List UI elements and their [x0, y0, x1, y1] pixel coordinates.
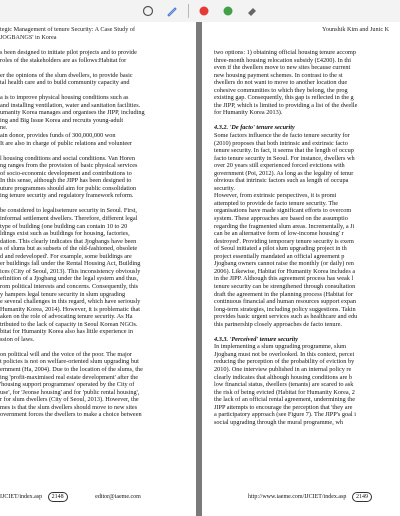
text-line: d and redeveloped'. For example, some buildings are — [0, 252, 132, 260]
text-line — [0, 87, 186, 95]
text-line: the JIPP, which is limited to providing a list of the dwelle — [214, 101, 358, 109]
text-line: umanity Korea manages and organises the JIPP, including — [0, 109, 145, 117]
page-body-text — [0, 49, 186, 419]
text-line: social upgrading through the mural programme, wh — [214, 418, 343, 426]
text-line: the risk of being evicted (Habitat for Humanity Korea, 2 — [214, 388, 355, 396]
highlighter-icon — [166, 5, 178, 17]
text-line: destroyed'. Providing temporary tenure security is exem — [214, 237, 354, 245]
eraser-tool-button[interactable] — [244, 3, 260, 19]
circle-tool-button[interactable] — [140, 3, 156, 19]
text-line: 4.3.2. 'De facto' tenure security — [214, 124, 295, 132]
text-line: ing and Big Issue Korea and recruits young-adult — [0, 116, 124, 124]
text-line: attempted to provide de facto tenure security. The — [214, 199, 339, 207]
text-line: l housing conditions and social conditions. Van Horen — [0, 154, 135, 162]
text-line: can be an alternative form of low-income housing' r — [214, 230, 344, 238]
text-line: dwellers do not want to move to another location due — [214, 79, 348, 87]
page-2148 — [0, 22, 196, 516]
text-line: bitat for Humanity Korea also has little experience in — [0, 328, 133, 336]
text-line: this partnership closely approaches de facto tenure. — [214, 320, 342, 328]
text-line: ain donor, provides funds of 300,000,000 won — [0, 132, 116, 140]
text-line: long-term strategies, including policy suggestions. Takin — [214, 305, 356, 313]
text-line: a is to improve physical housing conditions such as — [0, 94, 129, 102]
page-footer-right — [248, 492, 372, 502]
text-line: 4.3.3. 'Perceived' tenure security — [214, 335, 299, 343]
text-line: ernment (Ha, 2004). Due to the location of the slums, the — [0, 365, 143, 373]
running-head-line: tegic Management of tenure Security: A Case Study of — [0, 26, 136, 33]
text-line: type of building (one building can contain 10 to 20 — [0, 222, 128, 230]
text-line: security. — [214, 184, 235, 192]
toolbar-button-group — [140, 1, 260, 21]
text-line: 2010). One interview published in an internal policy re — [214, 365, 352, 373]
eraser-icon — [246, 5, 258, 17]
footer-journal-url[interactable]: IJCIET/index.asp — [0, 494, 43, 500]
text-line: draft the agreement in the planning process (Habitat for — [214, 290, 353, 298]
text-line: new housing payment schemes. In contrast to the st — [214, 71, 343, 79]
text-line — [214, 117, 400, 125]
text-line: (2010) proposes that both intrinsic and extrinsic facto — [214, 139, 348, 147]
text-line: regarding the fragmented slum areas. Incrementally, a Ji — [214, 222, 355, 230]
text-line: aken on the role of advocating tenure security. As Ha — [0, 313, 133, 321]
text-line: cohesive communities to which they belong, the prog — [214, 86, 348, 94]
text-line: tenure security can be strengthened through consultation — [214, 282, 356, 290]
text-line: tal health care and to build community capacity and — [0, 79, 130, 87]
text-line: rom political interests and concerns. Consequently, this — [0, 282, 139, 290]
text-line: uture programmes should aim for public consolidation — [0, 184, 137, 192]
text-line: ices (City of Seoul, 2013). This inconsistency obviously — [0, 267, 141, 275]
text-line: s of slums but as subsets of the old-fashioned, obsolete — [0, 245, 138, 253]
text-line: informal settlement dwellers. Therefore, different legal — [0, 215, 138, 223]
text-line: e several challenges in this regard, which have seriously — [0, 298, 141, 306]
text-line: 'housing support programmes' operated by the City of — [0, 381, 135, 389]
page-body-text — [214, 49, 400, 426]
text-line: overnment forces the dwellers to make a choice between — [0, 411, 142, 419]
text-line — [0, 147, 186, 155]
text-line: JIPP attempts to encourage the perception that 'they are — [214, 403, 353, 411]
page-2149 — [202, 22, 400, 516]
text-line: ng ranges from the provision of basic physical services — [0, 162, 138, 170]
text-line: provides basic urgent services such as healthcare and edu — [214, 313, 358, 321]
text-line: use', for 'Jeonse housing' and for 'public rental housing', — [0, 388, 140, 396]
text-line: be considered to legalisetenure security in Seoul. First, — [0, 207, 137, 215]
text-line: r for slum dwellers (City of Seoul, 2013). However, the — [0, 396, 139, 404]
text-line: facto tenure security in Seoul. For instance, dwellers wh — [214, 154, 355, 162]
document-viewer[interactable] — [0, 22, 400, 516]
text-line: in the JIPP. Although this agreement process has weak l — [214, 275, 354, 283]
annotation-toolbar — [0, 0, 400, 23]
text-line: on political will and the voice of the poor. The major — [0, 350, 132, 358]
page-footer-left — [0, 492, 141, 502]
text-line: tributed to the lack of capacity in Seoul Korean NGOs. — [0, 320, 138, 328]
text-line: mes is that the slum dwellers should move to new sites — [0, 403, 138, 411]
text-line: er buildings fall under the Rental Housing Act, Building — [0, 260, 141, 268]
text-line: clearly indicates that although housing conditions are b — [214, 373, 352, 381]
text-line: two options: 1) obtaining official housing tenure accomp — [214, 49, 357, 56]
text-line: government (Poi, 2012). As long as the legality of tenur — [214, 169, 354, 177]
text-line — [214, 328, 400, 336]
text-line: In this sense, although the JIPP has been designed to — [0, 177, 132, 185]
highlight-tool-button[interactable] — [164, 3, 180, 19]
text-line: the lack of an official rental agreement, undermining the — [214, 396, 355, 404]
text-line: ne. — [0, 124, 8, 132]
text-line: three-month housing relocation subsidy (£4200). In thi — [214, 56, 351, 64]
text-line: a participatory approach (see Figure 7). The JIPP's goal i — [214, 411, 356, 419]
text-line: ldings exist such as buildings for housing, factories, — [0, 230, 130, 238]
text-line: Jjogbang must not be overlooked. In this context, percei — [214, 350, 355, 358]
text-line: Jjogbang owners cannot raise the monthly (or daily) ren — [214, 260, 354, 268]
red-dot-icon — [198, 5, 210, 17]
text-line — [0, 343, 186, 351]
red-color-button[interactable] — [196, 3, 212, 19]
text-line — [0, 64, 186, 72]
text-line: continuous financial and human resources support expan — [214, 298, 356, 306]
text-line: 2006). Likewise, Habitat for Humanity Korea includes a — [214, 267, 356, 275]
text-line: system. These approaches are based on the assumptio — [214, 215, 348, 223]
text-line: y hampers legal tenure security in slum upgrading — [0, 290, 126, 298]
text-line: even if the dwellers move to new sites because current — [214, 64, 351, 72]
text-line: roles of the stakeholders are as follows:Habitat for — [0, 56, 127, 64]
text-line: t policies is not on welfare-oriented slum upgrading but — [0, 358, 139, 366]
green-dot-icon — [222, 5, 234, 17]
text-line: dation. This clearly indicates that Jjogbangs have been — [0, 237, 137, 245]
text-line: Some factors influence the de facto tenure security for — [214, 132, 350, 140]
text-line: low financial status, dwellers (tenants) are scared to ask — [214, 381, 354, 389]
footer-journal-url[interactable]: http://www.iaeme.com/IJCIET/index.asp — [248, 494, 347, 500]
text-line: project essentially mandated an official agreement p — [214, 252, 345, 260]
text-line: However, from extrinsic perspectives, it is promi — [214, 192, 337, 200]
text-line: and installing ventilation, water and sanitation facilities. — [0, 101, 141, 109]
text-line: reducing the perception of the probability of eviction by — [214, 358, 355, 366]
running-head-right: Younshik Kim and Junic K — [322, 26, 390, 33]
text-line: of socio-economic development and contributions to — [0, 169, 132, 177]
page-number: 2148 — [48, 492, 68, 502]
text-line: Humanity Korea, 2014). However, it is problematic that — [0, 305, 140, 313]
page-number: 2149 — [352, 492, 372, 502]
text-line: er the opinions of the slum dwellers, to provide basic — [0, 71, 133, 79]
running-head-left — [0, 26, 135, 41]
running-head-line: JOGBANGS' in Korea — [0, 33, 57, 41]
text-line: In implementing a slum upgrading programme, slum — [214, 343, 347, 351]
text-line: obvious that intrinsic factors such as length of occupa — [214, 177, 349, 185]
text-line: for Humanity Korea 2013). — [214, 109, 283, 117]
text-line: ing tenure security and regulatory framework reform. — [0, 192, 134, 200]
text-line: over 20 years still experienced forced evictions with — [214, 162, 345, 170]
text-line: of Seoul initiated a pilot slum upgrading project in th — [214, 245, 347, 253]
footer-email[interactable]: editor@iaeme.com — [95, 494, 141, 500]
text-line: ssion of laws. — [0, 335, 35, 343]
toolbar-separator — [188, 4, 189, 18]
text-line: existing gap. Consequently, this gap is reflected in the g — [214, 94, 354, 102]
text-line — [0, 200, 186, 208]
text-line: efinition of a Jjogbang under the legal system and thus, — [0, 275, 139, 283]
text-line: organisations have made significant efforts to overcom — [214, 207, 352, 215]
text-line: ing 'profit-maximised real estate development' after the — [0, 373, 138, 381]
circle-outline-icon — [142, 5, 154, 17]
green-color-button[interactable] — [220, 3, 236, 19]
text-line: It are also in charge of public relations and volunteer — [0, 139, 132, 147]
text-line: tenure security. In fact, it seems that the length of occup — [214, 147, 354, 155]
text-line: s been designed to initiate pilot projects and to provide — [0, 49, 137, 56]
